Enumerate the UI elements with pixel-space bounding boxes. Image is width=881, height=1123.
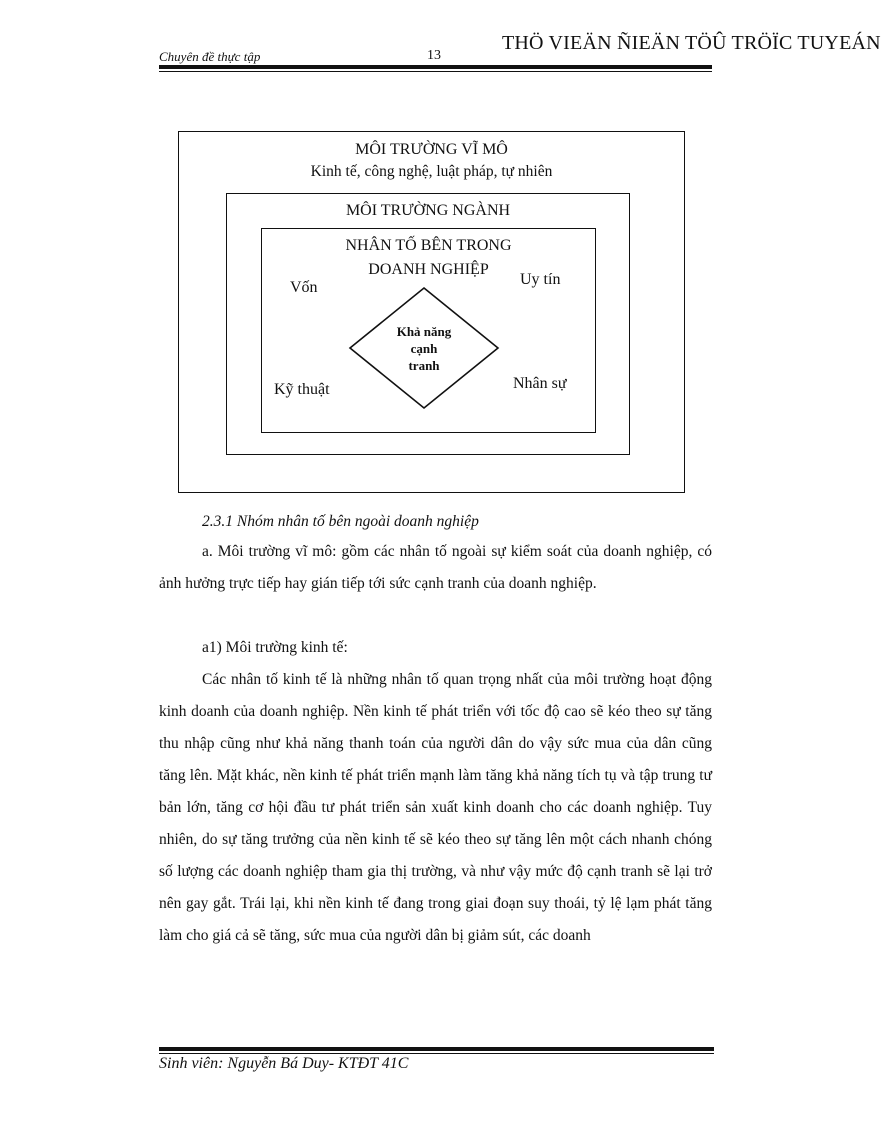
header-left-title: Chuyên đề thực tập [159, 49, 261, 64]
factor-capital: Vốn [290, 279, 318, 296]
page-number: 13 [427, 48, 441, 63]
macro-environment-subtitle: Kinh tế, công nghệ, luật pháp, tự nhiên [310, 163, 553, 180]
paragraph-economic-factors: Các nhân tố kinh tế là những nhân tố quan trọng nhất của môi trường hoạt động kinh doanh của doanh nghiệp. Nền kinh tế phát triển với tốc độ cao sẽ kéo theo sự tăng thu nhập cũng như khả năng thanh toán của người dân do vậy sức mua của dân cũng tăng lên. Mặt khác, nền kinh tế phát triển mạnh làm tăng khả năng tích tụ và tập trung tư bản lớn, tăng cơ hội đầu tư phát triển sản xuất kinh doanh cho các doanh nghiệp. Tuy nhiên, do sự tăng trưởng của nền kinh tế sẽ kéo theo sự tăng lên một cách nhanh chóng số lượng các doanh nghiệp tham gia thị trường, và như vậy mức độ cạnh tranh sẽ lại trở nên gay gắt. Trái lại, khi nền kinh tế đang trong giai đoạn suy thoái, tỷ lệ lạm phát tăng làm cho giá cả sẽ tăng, sức mua của người dân bị giảm sút, các doanh [159, 671, 712, 944]
internal-factors-title-line2: DOANH NGHIỆP [368, 261, 489, 278]
footer-rule-thick [159, 1047, 714, 1051]
macro-environment-title: MÔI TRƯỜNG VĨ MÔ [355, 141, 508, 158]
center-label-line2: cạnh [410, 341, 438, 356]
paragraph-economic-heading: a1) Môi trường kinh tế: [202, 639, 348, 656]
header-rule-thin [159, 71, 712, 72]
internal-factors-title-line1: NHÂN TỐ BÊN TRONG [345, 237, 512, 254]
footer-author: Sinh viên: Nguyễn Bá Duy- KTĐT 41C [159, 1055, 409, 1072]
factor-reputation: Uy tín [520, 271, 561, 288]
center-label-line1: Khả năng [396, 324, 452, 339]
factor-technology: Kỹ thuật [274, 381, 330, 398]
section-title: 2.3.1 Nhóm nhân tố bên ngoài doanh nghiệp [202, 513, 479, 530]
header-rule-thick [159, 65, 712, 69]
industry-environment-title: MÔI TRƯỜNG NGÀNH [345, 202, 511, 219]
paragraph-macro-environment: a. Môi trường vĩ mô: gồm các nhân tố ngoài sự kiểm soát của doanh nghiệp, có ảnh hưởng trực tiếp hay gián tiếp tới sức cạnh tranh của doanh nghiệp. [159, 543, 712, 592]
factor-personnel: Nhân sự [513, 375, 567, 392]
header-banner: THÖ VIEÄN ÑIEÄN TÖÛ TRÖÏC TUYEÁN [502, 32, 881, 54]
center-label-line3: tranh [408, 358, 440, 373]
footer-rule-thin [159, 1053, 714, 1054]
